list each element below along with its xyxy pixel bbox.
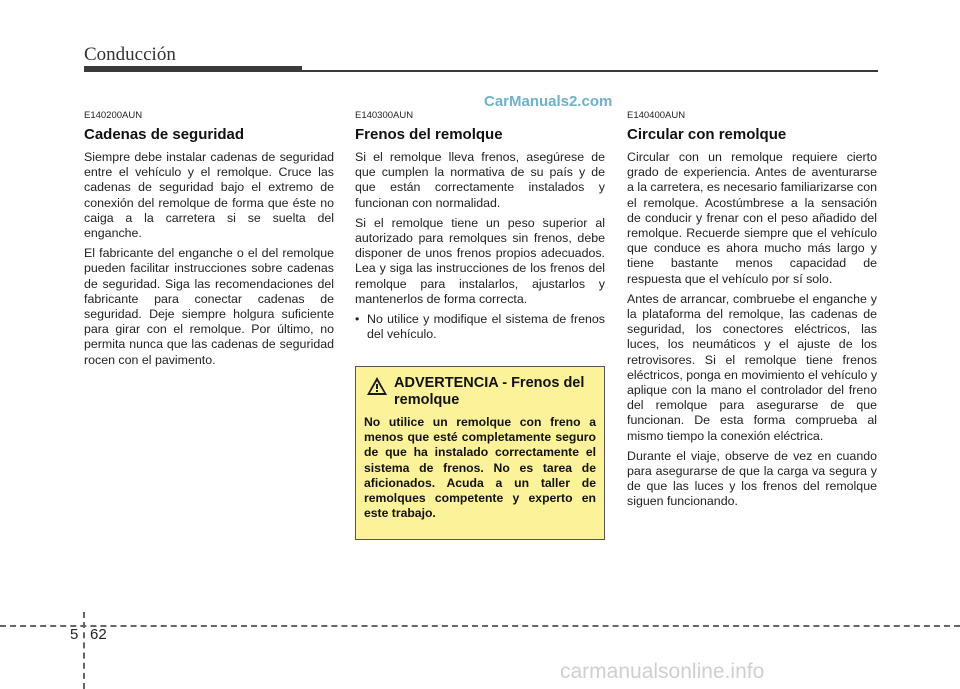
- header-title: Conducción: [84, 44, 176, 65]
- header-bar-thin: [302, 70, 878, 72]
- bullet-text: No utilice y modifique el sistema de frenos del vehículo.: [367, 312, 605, 342]
- section-code: E140300AUN: [355, 110, 414, 121]
- warning-triangle-icon: [366, 376, 388, 396]
- warning-title: ADVERTENCIA - Frenos del remolque: [394, 375, 585, 408]
- warning-title-row: [364, 375, 596, 409]
- bullet-item: [355, 312, 605, 342]
- warning-body: No utilice un remolque con freno a menos que esté completamente seguro de que ha instalado correctamente el sistema de frenos. No es tarea de aficionados. Acuda a un taller de remolques competente y experto en este trabajo.: [364, 415, 596, 521]
- section-code: E140400AUN: [627, 110, 686, 121]
- section-cadenas-seguridad: [84, 110, 334, 373]
- footer-divider: [0, 625, 960, 627]
- paragraph: Si el remolque tiene un peso superior al autorizado para remolques sin frenos, debe disponer de unos frenos propios adecuados. Lea y siga las instrucciones de los frenos del remolque para instalarlos, ajustarlos y mantenerlos de forma correcta.: [355, 215, 605, 306]
- header-bar-thick: [84, 66, 302, 72]
- warning-box: [355, 366, 605, 540]
- page-number: 62: [90, 626, 107, 643]
- section-heading: Circular con remolque: [627, 126, 787, 143]
- section-circular-remolque: [627, 110, 877, 515]
- paragraph: Circular con un remolque requiere cierto grado de experiencia. Antes de aventurarse a la carretera, es necesario familiarizarse con el remolque. Acostúmbrese a la sensación de conducir y frenar con el peso añadido del remolque. Recuerde siempre que el vehículo que conduce es ahora mucho más largo y tiene bastante menos capacidad de respuesta que el vehículo por sí solo.: [627, 150, 877, 286]
- section-heading: Frenos del remolque: [355, 126, 503, 143]
- watermark-top[interactable]: CarManuals2.com: [484, 93, 613, 110]
- footer-vertical-divider: [83, 612, 85, 689]
- section-frenos-remolque: [355, 110, 605, 342]
- paragraph: Siempre debe instalar cadenas de seguridad entre el vehículo y el remolque. Cruce las cadenas de seguridad bajo el extremo de conexión del remolque de forma que éste no caiga a la carretera si se suelta del enganche.: [84, 150, 334, 241]
- paragraph: Si el remolque lleva frenos, asegúrese de que cumplen la normativa de su país y de que están correctamente instalados y funcionan con normalidad.: [355, 150, 605, 210]
- paragraph: El fabricante del enganche o el del remolque pueden facilitar instrucciones sobre cadenas de seguridad. Siga las recomendaciones del fabricante para conectar cadenas de seguridad. Deje siempre holgura suficiente para girar con el remolque. Por último, no permita nunca que las cadenas de seguridad rocen con el pavimento.: [84, 246, 334, 367]
- paragraph: Antes de arrancar, combruebe el enganche y la plataforma del remolque, las cadenas de seguridad, los conectores eléctricos, las luces, los neumáticos y el ajuste de los retrovisores. Si el remolque tiene frenos eléctricos, ponga en movimiento el vehículo y aplique con la mano el controlador del freno del remolque para asegurarse de que funcionan. De esta forma comprueba al mismo tiempo la conexión eléctrica.: [627, 291, 878, 443]
- section-code: E140200AUN: [84, 110, 143, 121]
- section-heading: Cadenas de seguridad: [84, 126, 245, 143]
- watermark-bottom[interactable]: carmanualsonline.info: [560, 660, 765, 683]
- paragraph: Durante el viaje, observe de vez en cuando para asegurarse de que la carga va segura y de que las luces y los frenos del remolque siguen funcionando.: [627, 448, 877, 509]
- chapter-number: 5: [70, 626, 79, 643]
- bullet-dot-icon: •: [355, 312, 360, 327]
